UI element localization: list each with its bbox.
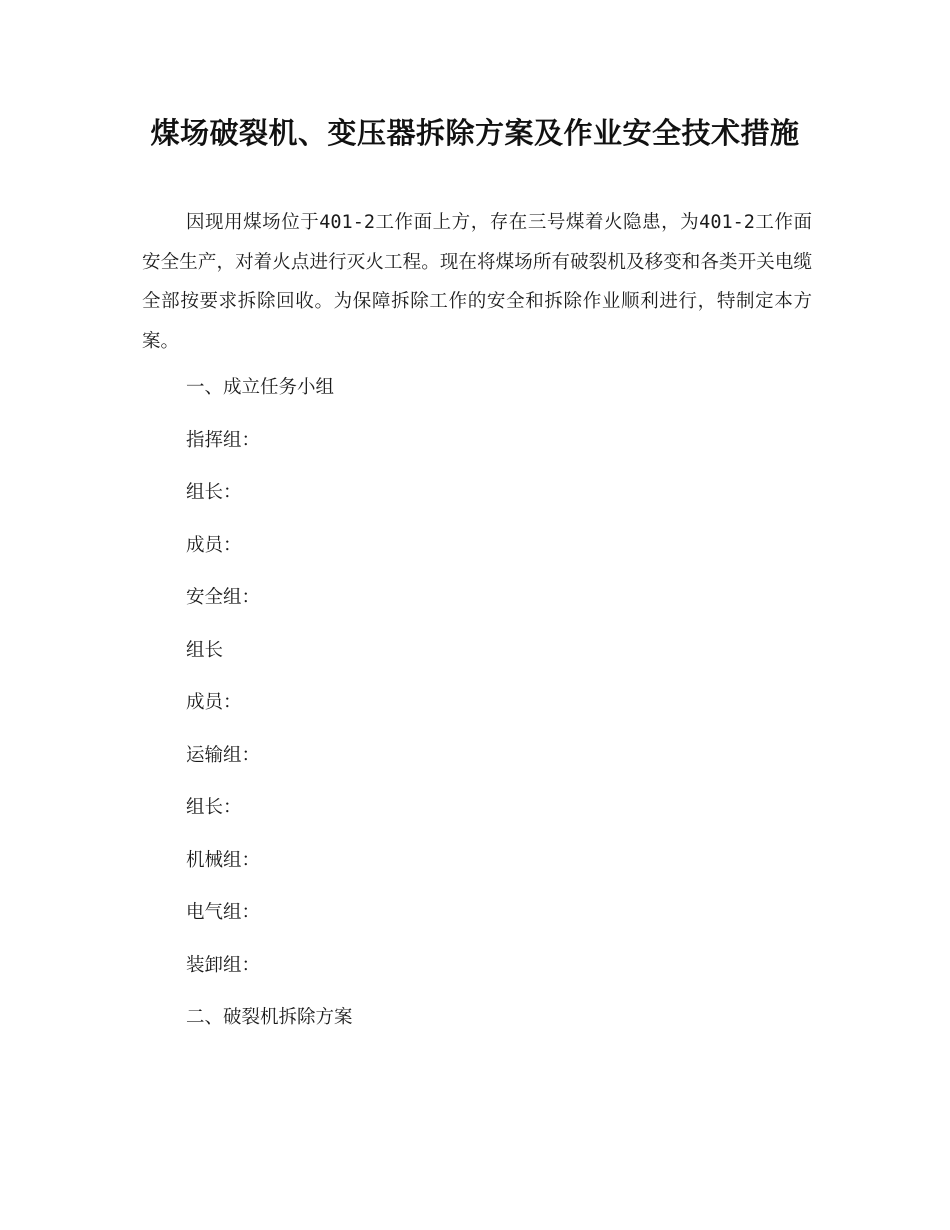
loading-group-label: 装卸组： [186,955,261,976]
command-group-members: 成员： [186,535,242,556]
safety-group-leader: 组长 [186,640,224,661]
command-group-leader: 组长： [186,482,242,503]
command-group-label: 指挥组： [186,430,261,451]
safety-group-members: 成员： [186,692,242,713]
electrical-group-label: 电气组： [186,902,261,923]
transport-group-label: 运输组： [186,745,261,766]
document-title: 煤场破裂机、变压器拆除方案及作业安全技术措施 [150,116,800,150]
section-heading-task-group: 一、成立任务小组 [186,377,335,398]
mechanical-group-label: 机械组： [186,850,261,871]
intro-paragraph: 因现用煤场位于401-2工作面上方，存在三号煤着火隐患，为401-2工作面安全生产，对着火点进行灭火工程。现在将煤场所有破裂机及移变和各类开关电缆全部按要求拆除回收。为保障拆除工作的安全和拆除作业顺利进行，特制定本方案。 [142,212,812,352]
transport-group-leader: 组长： [186,797,242,818]
safety-group-label: 安全组： [186,587,261,608]
section-heading-crusher-removal: 二、破裂机拆除方案 [186,1007,353,1028]
